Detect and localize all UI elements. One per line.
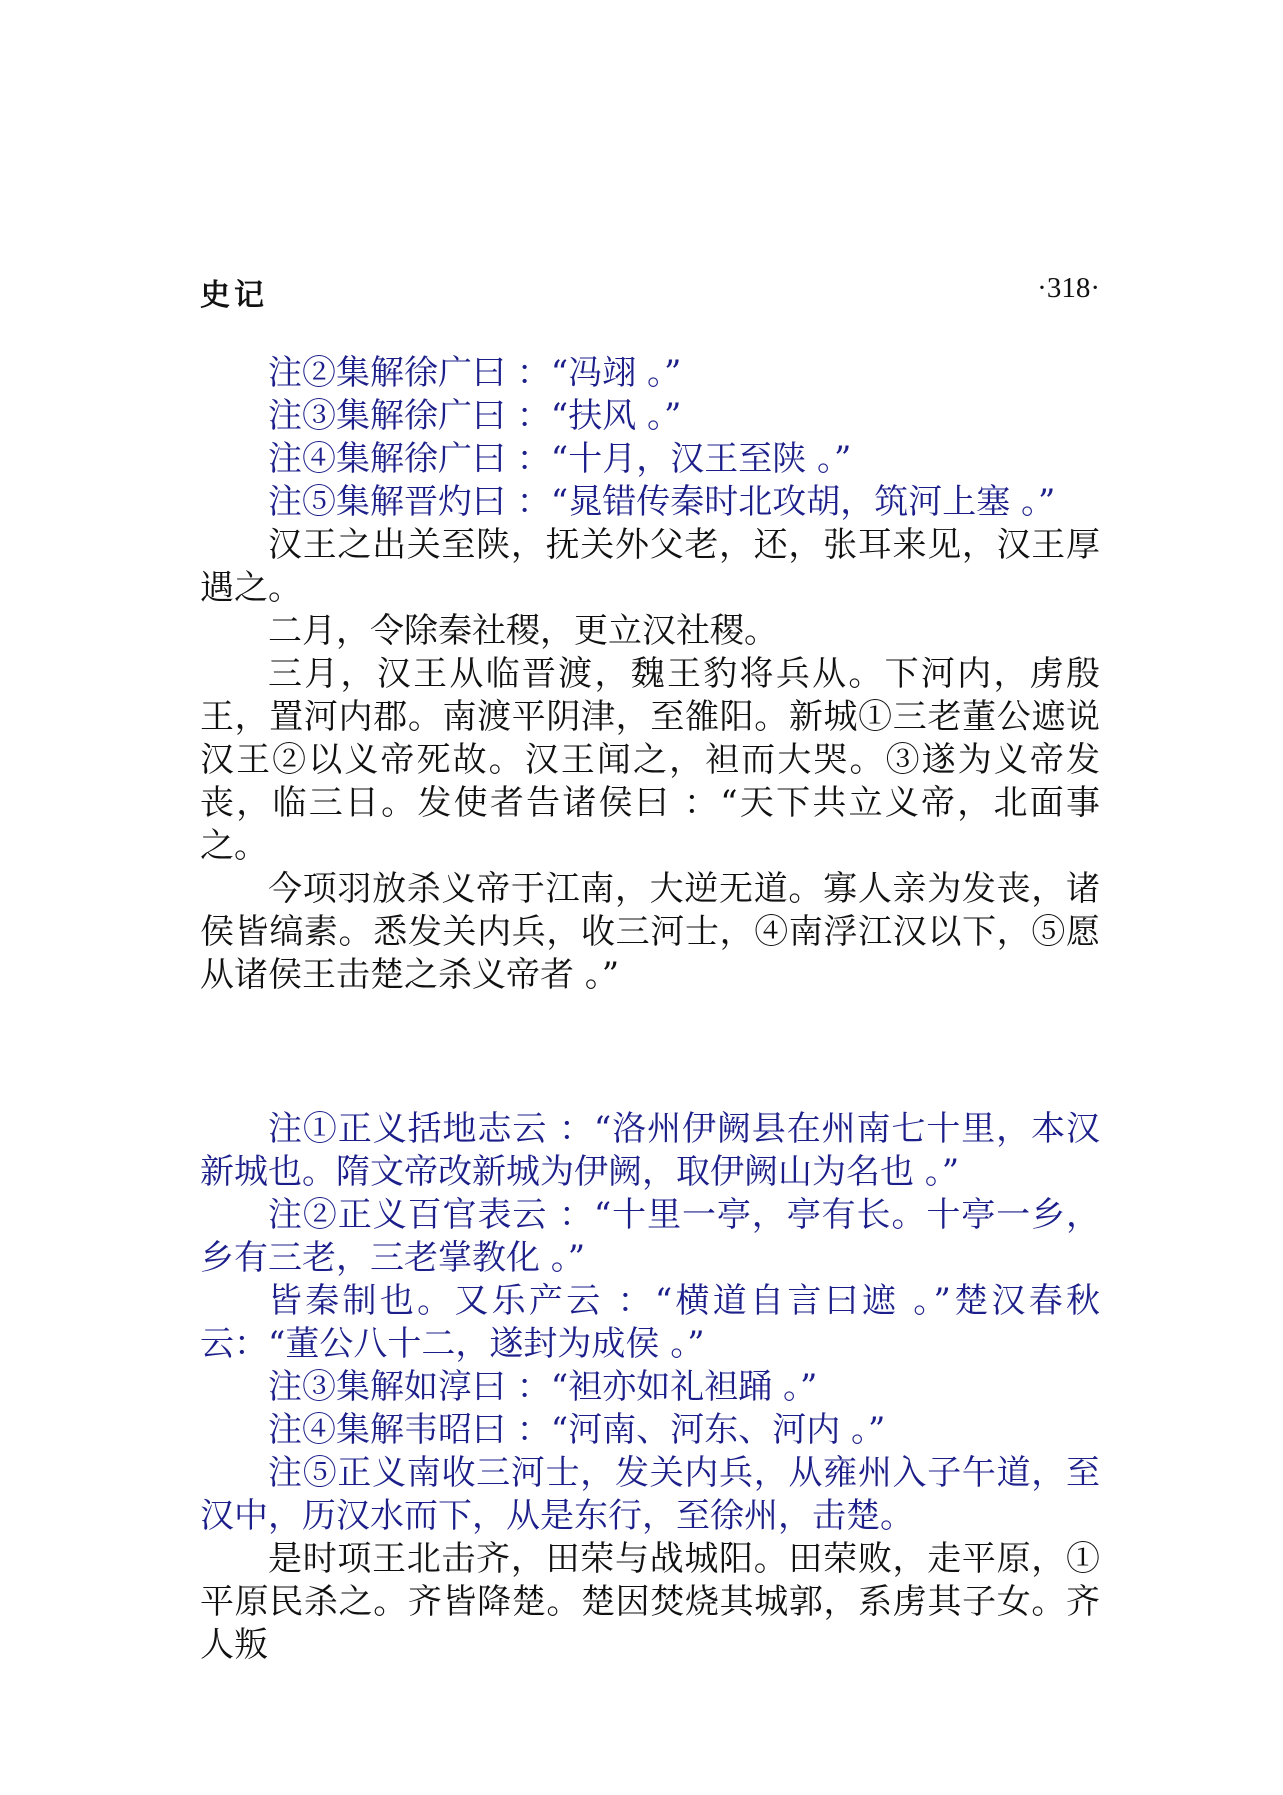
annotation-paragraph: 注②正义百官表云 ：“十里一亭，亭有长。十亭一乡，乡有三老，三老掌教化 。” (200, 1195, 1100, 1278)
text-paragraph: 二月，令除秦社稷，更立汉社稷。 (268, 611, 778, 651)
annotation-paragraph: 皆秦制也。又乐产云 ：“横道自言曰遮 。”楚汉春秋云：“董公八十二，遂封为成侯 。” (200, 1281, 1100, 1364)
annotation-paragraph: 注④集解徐广曰 ：“十月，汉王至陕 。” (268, 439, 852, 479)
text-paragraph: 是时项王北击齐，田荣与战城阳。田荣败，走平原，①平原民杀之。齐皆降楚。楚因焚烧其城郭，系虏其子女。齐人叛 (200, 1539, 1100, 1665)
annotation-paragraph: 注③集解如淳曰 ：“袒亦如礼袒踊 。” (268, 1367, 818, 1407)
book-title: 史记 (200, 278, 268, 313)
annotation-paragraph: 注③集解徐广曰 ：“扶风 。” (268, 396, 682, 436)
annotation-paragraph: 注⑤集解晋灼曰 ：“晁错传秦时北攻胡，筑河上塞 。” (268, 482, 1056, 522)
annotation-paragraph: 注①正义括地志云 ：“洛州伊阙县在州南七十里，本汉新城也。隋文帝改新城为伊阙，取伊阙山为名也 。” (200, 1109, 1100, 1192)
paragraph-gap (200, 1031, 1100, 1074)
page-header (200, 270, 1100, 320)
annotation-paragraph: 注⑤正义南收三河士，发关内兵，从雍州入子午道，至汉中，历汉水而下，从是东行，至徐州，击楚。 (200, 1453, 1100, 1536)
page-body (200, 352, 1100, 1667)
page-number: ·318· (1037, 272, 1100, 304)
annotation-paragraph: 注②集解徐广曰 ：“冯翊 。” (268, 353, 682, 393)
annotation-paragraph: 注④集解韦昭曰 ：“河南、河东、河内 。” (268, 1410, 886, 1450)
text-paragraph: 三月，汉王从临晋渡，魏王豹将兵从。下河内，虏殷王，置河内郡。南渡平阴津，至雒阳。新城①三老董公遮说汉王②以义帝死故。汉王闻之，袒而大哭。③遂为义帝发丧，临三日。发使者告诸侯曰 ：“天下共立义帝，北面事之。 (200, 654, 1100, 866)
text-paragraph: 今项羽放杀义帝于江南，大逆无道。寡人亲为发丧，诸侯皆缟素。悉发关内兵，收三河士，④南浮江汉以下，⑤愿从诸侯王击楚之杀义帝者 。” (200, 869, 1100, 995)
text-paragraph: 汉王之出关至陕，抚关外父老，还，张耳来见，汉王厚遇之。 (200, 525, 1100, 608)
